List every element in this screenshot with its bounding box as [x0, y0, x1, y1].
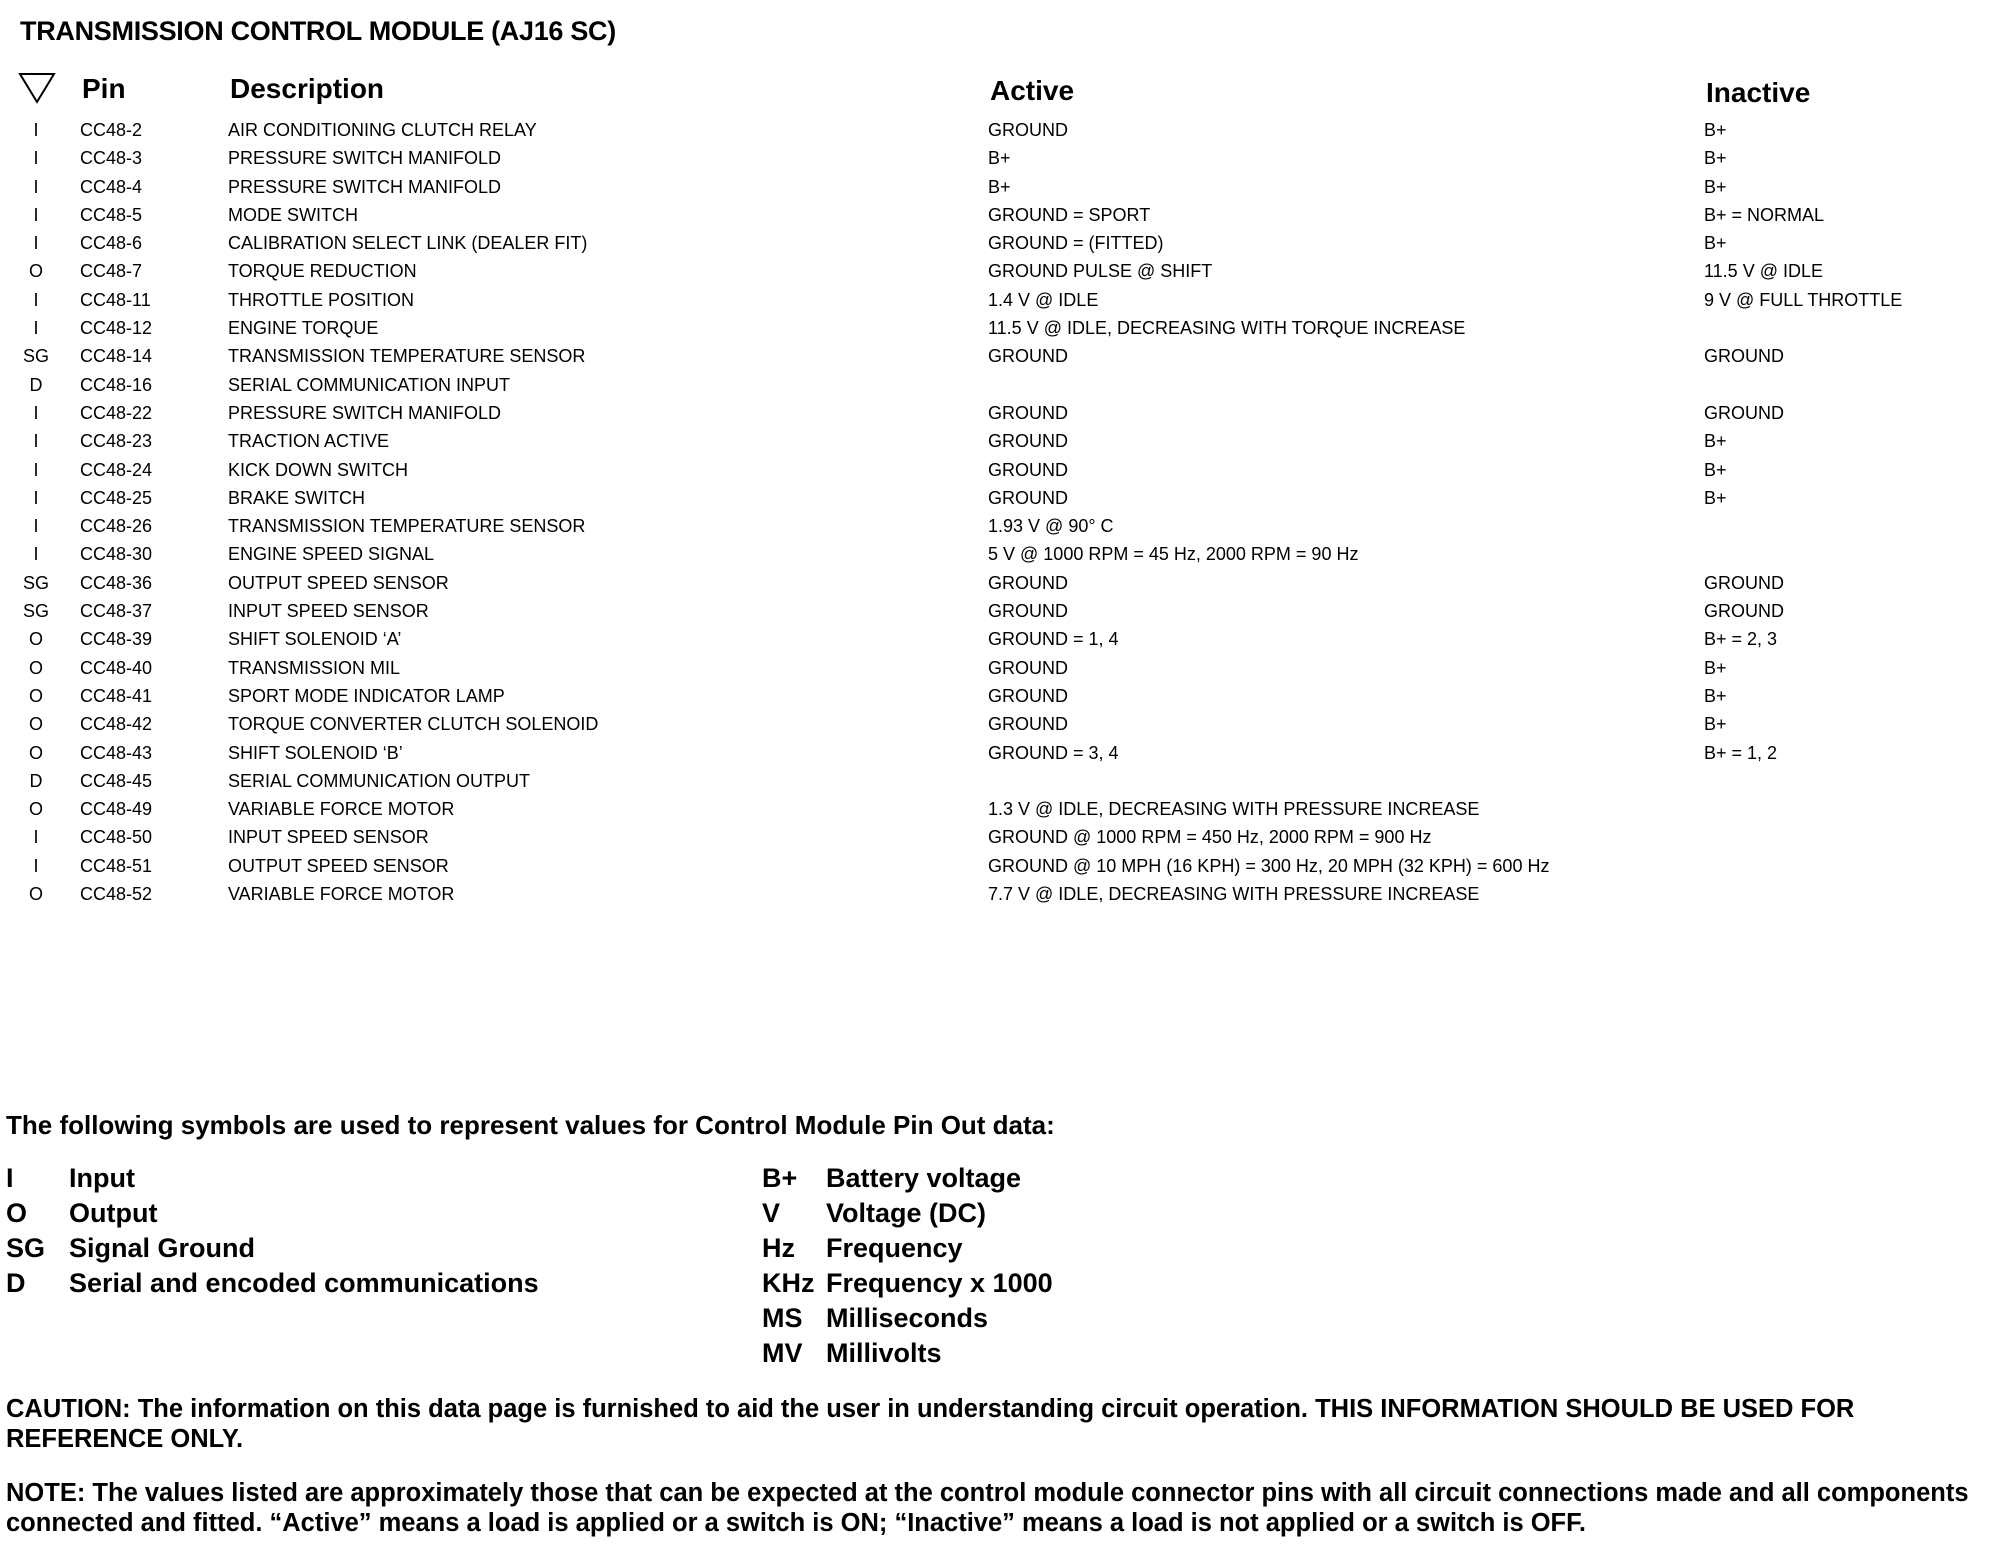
pin-type: I [33, 204, 39, 225]
legend-symbol: Hz [762, 1233, 795, 1263]
pin-id: CC48-45 [80, 770, 153, 791]
pin-type: I [33, 487, 39, 508]
active-value: 1.93 V @ 90° C [988, 516, 1114, 537]
table-row [0, 710, 2012, 738]
pin-description: TORQUE REDUCTION [228, 261, 417, 282]
active-value: 5 V @ 1000 RPM = 45 Hz, 2000 RPM = 90 Hz [988, 544, 1359, 565]
table-row [0, 654, 2012, 682]
pin-description: PRESSURE SWITCH MANIFOLD [228, 402, 502, 423]
pin-description: MODE SWITCH [228, 204, 358, 225]
pin-type: SG [22, 601, 49, 622]
inactive-value: GROUND [1704, 402, 1784, 423]
header-inactive: Inactive [1706, 77, 1811, 108]
pin-id: CC48-16 [80, 374, 153, 395]
pin-type: I [33, 544, 39, 565]
active-value: GROUND = 1, 4 [988, 629, 1119, 650]
pin-type: I [33, 233, 39, 254]
pin-id: CC48-25 [80, 487, 153, 508]
table-row [0, 257, 2012, 285]
active-value: B+ [988, 176, 1011, 197]
pin-id: CC48-42 [80, 714, 153, 735]
pin-type: D [29, 770, 43, 791]
active-value: 1.4 V @ IDLE [988, 289, 1099, 310]
legend-symbol: SG [6, 1233, 46, 1263]
legend-meaning: Serial and encoded communications [69, 1268, 539, 1298]
pin-id: CC48-50 [80, 827, 153, 848]
inactive-value: B+ = NORMAL [1704, 204, 1825, 225]
inactive-value: 11.5 V @ IDLE [1704, 261, 1823, 282]
inactive-value: GROUND [1704, 601, 1784, 622]
active-value: GROUND [988, 431, 1068, 452]
table-row [0, 540, 2012, 568]
pin-id: CC48-14 [80, 346, 153, 367]
pin-description: CALIBRATION SELECT LINK (DEALER FIT) [228, 233, 588, 254]
active-value: GROUND [988, 601, 1068, 622]
active-value: B+ [988, 148, 1011, 169]
pin-type: I [33, 516, 39, 537]
pin-type: O [28, 685, 43, 706]
active-value: GROUND [988, 487, 1068, 508]
active-value: GROUND [988, 714, 1068, 735]
active-value: GROUND [988, 120, 1068, 140]
pin-description: SPORT MODE INDICATOR LAMP [228, 685, 505, 706]
pin-type: O [28, 261, 43, 282]
active-value: 7.7 V @ IDLE, DECREASING WITH PRESSURE INCREASE [988, 884, 1480, 905]
pin-type: I [33, 176, 39, 197]
inactive-value: B+ [1704, 685, 1727, 706]
pin-id: CC48-26 [80, 516, 153, 537]
inactive-value: GROUND [1704, 346, 1784, 367]
table-row [0, 880, 2012, 908]
pin-description: ENGINE SPEED SIGNAL [228, 544, 435, 565]
table-row [0, 852, 2012, 880]
pin-id: CC48-43 [80, 742, 153, 763]
pin-type: O [28, 714, 43, 735]
table-row [0, 739, 2012, 767]
legend-item [762, 1301, 1262, 1336]
inactive-value: B+ [1704, 459, 1727, 480]
table-row [0, 286, 2012, 314]
legend-symbol: B+ [762, 1163, 798, 1193]
pin-description: SHIFT SOLENOID ‘B’ [228, 742, 403, 763]
legend-symbol: V [762, 1198, 781, 1228]
legend-item [762, 1336, 1262, 1371]
table-row [0, 144, 2012, 172]
active-value: GROUND = (FITTED) [988, 233, 1164, 254]
pin-description: TORQUE CONVERTER CLUTCH SOLENOID [228, 714, 599, 735]
pin-description: TRANSMISSION MIL [228, 657, 401, 678]
pin-type: I [33, 855, 39, 876]
pin-description: BRAKE SWITCH [228, 487, 366, 508]
pin-description: AIR CONDITIONING CLUTCH RELAY [228, 120, 537, 140]
pin-type: I [33, 318, 39, 339]
pin-table [0, 116, 2012, 908]
inactive-value: B+ [1704, 176, 1727, 197]
legend-symbol: MV [762, 1338, 803, 1368]
table-row [0, 597, 2012, 625]
legend-symbol: MS [762, 1303, 803, 1333]
table-row [0, 625, 2012, 653]
header-description: Description [230, 73, 385, 104]
inactive-value: 9 V @ FULL THROTTLE [1704, 289, 1903, 310]
pin-type: I [33, 459, 39, 480]
table-row [0, 173, 2012, 201]
page-title: TRANSMISSION CONTROL MODULE (AJ16 SC) [20, 16, 616, 46]
pin-type: I [33, 827, 39, 848]
legend-item [6, 1231, 706, 1266]
pin-type: D [29, 374, 43, 395]
legend-right [762, 1161, 1262, 1371]
table-row [0, 314, 2012, 342]
pin-id: CC48-4 [80, 176, 143, 197]
pin-id: CC48-23 [80, 431, 153, 452]
inactive-value: B+ [1704, 233, 1727, 254]
pin-type: O [28, 657, 43, 678]
pin-type: O [28, 629, 43, 650]
pin-type: O [28, 884, 43, 905]
table-row [0, 201, 2012, 229]
pin-id: CC48-2 [80, 120, 143, 140]
pin-description: KICK DOWN SWITCH [228, 459, 408, 480]
pin-type: I [33, 120, 39, 140]
active-value: GROUND [988, 346, 1068, 367]
pin-type: O [28, 742, 43, 763]
active-value: GROUND PULSE @ SHIFT [988, 261, 1213, 282]
table-row [0, 512, 2012, 540]
pin-id: CC48-41 [80, 685, 153, 706]
active-value: 1.3 V @ IDLE, DECREASING WITH PRESSURE INCREASE [988, 799, 1480, 820]
inactive-value: B+ [1704, 431, 1727, 452]
table-row [0, 456, 2012, 484]
legend-meaning: Voltage (DC) [826, 1198, 986, 1228]
pin-id: CC48-37 [80, 601, 153, 622]
legend-item [6, 1266, 706, 1301]
pin-description: TRACTION ACTIVE [228, 431, 390, 452]
inactive-value: B+ = 2, 3 [1704, 629, 1778, 650]
pin-id: CC48-40 [80, 657, 153, 678]
table-row [0, 682, 2012, 710]
pin-id: CC48-39 [80, 629, 153, 650]
inactive-value: GROUND [1704, 572, 1784, 593]
pin-description: TRANSMISSION TEMPERATURE SENSOR [228, 516, 586, 537]
legend-item [762, 1266, 1262, 1301]
table-row [0, 795, 2012, 823]
pin-id: CC48-7 [80, 261, 143, 282]
legend-symbol: I [6, 1163, 14, 1193]
pin-id: CC48-49 [80, 799, 153, 820]
pin-description: INPUT SPEED SENSOR [228, 827, 429, 848]
legend-intro: The following symbols are used to represent values for Control Module Pin Out data: [6, 1110, 1055, 1140]
active-value: GROUND [988, 657, 1068, 678]
legend-meaning: Signal Ground [69, 1233, 255, 1263]
legend-meaning: Frequency x 1000 [826, 1268, 1053, 1298]
legend-symbol: KHz [762, 1268, 815, 1298]
active-value: 11.5 V @ IDLE, DECREASING WITH TORQUE INCREASE [988, 318, 1466, 339]
legend-item [762, 1196, 1262, 1231]
pin-description: THROTTLE POSITION [228, 289, 415, 310]
pin-id: CC48-22 [80, 402, 153, 423]
header-pin: Pin [82, 73, 126, 104]
legend-symbol: O [6, 1198, 28, 1228]
pin-id: CC48-52 [80, 884, 153, 905]
pin-description: SHIFT SOLENOID ‘A’ [228, 629, 402, 650]
table-row [0, 427, 2012, 455]
table-row [0, 484, 2012, 512]
pin-description: SERIAL COMMUNICATION INPUT [228, 374, 511, 395]
caution-text: CAUTION: The information on this data page is furnished to aid the user in understanding circuit operation. THIS INFORMATION SHOULD BE USED FOR REFERENCE ONLY. [6, 1395, 1855, 1453]
legend-meaning: Battery voltage [826, 1163, 1022, 1193]
pin-id: CC48-24 [80, 459, 153, 480]
pin-type: I [33, 402, 39, 423]
note-text: NOTE: The values listed are approximately those that can be expected at the control module connector pins with all circuit connections made and all components connected and fitted. “Active” means a load is applied or a switch is ON; “Inactive” means a load is not applied or a switch is OFF. [6, 1479, 1969, 1537]
inactive-value: B+ [1704, 657, 1727, 678]
pin-description: TRANSMISSION TEMPERATURE SENSOR [228, 346, 586, 367]
pin-id: CC48-11 [80, 289, 151, 310]
legend-item [6, 1161, 706, 1196]
pin-description: OUTPUT SPEED SENSOR [228, 855, 449, 876]
legend-item [6, 1196, 706, 1231]
pin-id: CC48-6 [80, 233, 143, 254]
active-value: GROUND [988, 685, 1068, 706]
pin-id: CC48-5 [80, 204, 143, 225]
table-row [0, 767, 2012, 795]
pin-type: SG [22, 572, 49, 593]
inactive-value: B+ [1704, 714, 1727, 735]
inactive-value: B+ [1704, 487, 1727, 508]
table-row [0, 569, 2012, 597]
pin-description: ENGINE TORQUE [228, 318, 379, 339]
pin-type: O [28, 799, 43, 820]
active-value: GROUND @ 10 MPH (16 KPH) = 300 Hz, 20 MPH (32 KPH) = 600 Hz [988, 855, 1550, 876]
legend-left [6, 1161, 706, 1301]
pin-id: CC48-30 [80, 544, 153, 565]
inactive-value: B+ [1704, 120, 1727, 140]
pin-type: SG [22, 346, 49, 367]
pin-id: CC48-3 [80, 148, 143, 169]
pin-description: PRESSURE SWITCH MANIFOLD [228, 176, 502, 197]
pin-description: VARIABLE FORCE MOTOR [228, 799, 455, 820]
header-active: Active [990, 75, 1075, 106]
pin-description: OUTPUT SPEED SENSOR [228, 572, 449, 593]
legend-meaning: Milliseconds [826, 1303, 989, 1333]
active-value: GROUND @ 1000 RPM = 450 Hz, 2000 RPM = 900 Hz [988, 827, 1432, 848]
pin-description: PRESSURE SWITCH MANIFOLD [228, 148, 502, 169]
pin-description: INPUT SPEED SENSOR [228, 601, 429, 622]
legend-meaning: Output [69, 1198, 158, 1228]
active-value: GROUND [988, 402, 1068, 423]
triangle-down-icon [18, 72, 56, 104]
pin-id: CC48-51 [80, 855, 153, 876]
table-row [0, 371, 2012, 399]
inactive-value: B+ [1704, 148, 1727, 169]
inactive-value: B+ = 1, 2 [1704, 742, 1778, 763]
table-row [0, 116, 2012, 144]
pin-id: CC48-36 [80, 572, 153, 593]
legend-item [762, 1161, 1262, 1196]
legend-symbol: D [6, 1268, 26, 1298]
pin-type: I [33, 431, 39, 452]
pin-description: SERIAL COMMUNICATION OUTPUT [228, 770, 531, 791]
active-value: GROUND = 3, 4 [988, 742, 1119, 763]
active-value: GROUND [988, 459, 1068, 480]
pin-type: I [33, 289, 39, 310]
table-row [0, 399, 2012, 427]
active-value: GROUND = SPORT [988, 204, 1151, 225]
active-value: GROUND [988, 572, 1068, 593]
legend-item [762, 1231, 1262, 1266]
pin-description: VARIABLE FORCE MOTOR [228, 884, 455, 905]
table-row [0, 229, 2012, 257]
pin-id: CC48-12 [80, 318, 153, 339]
table-row [0, 823, 2012, 851]
legend-meaning: Frequency [826, 1233, 963, 1263]
pin-type: I [33, 148, 39, 169]
legend-meaning: Input [69, 1163, 135, 1193]
legend-meaning: Millivolts [826, 1338, 942, 1368]
table-row [0, 342, 2012, 370]
